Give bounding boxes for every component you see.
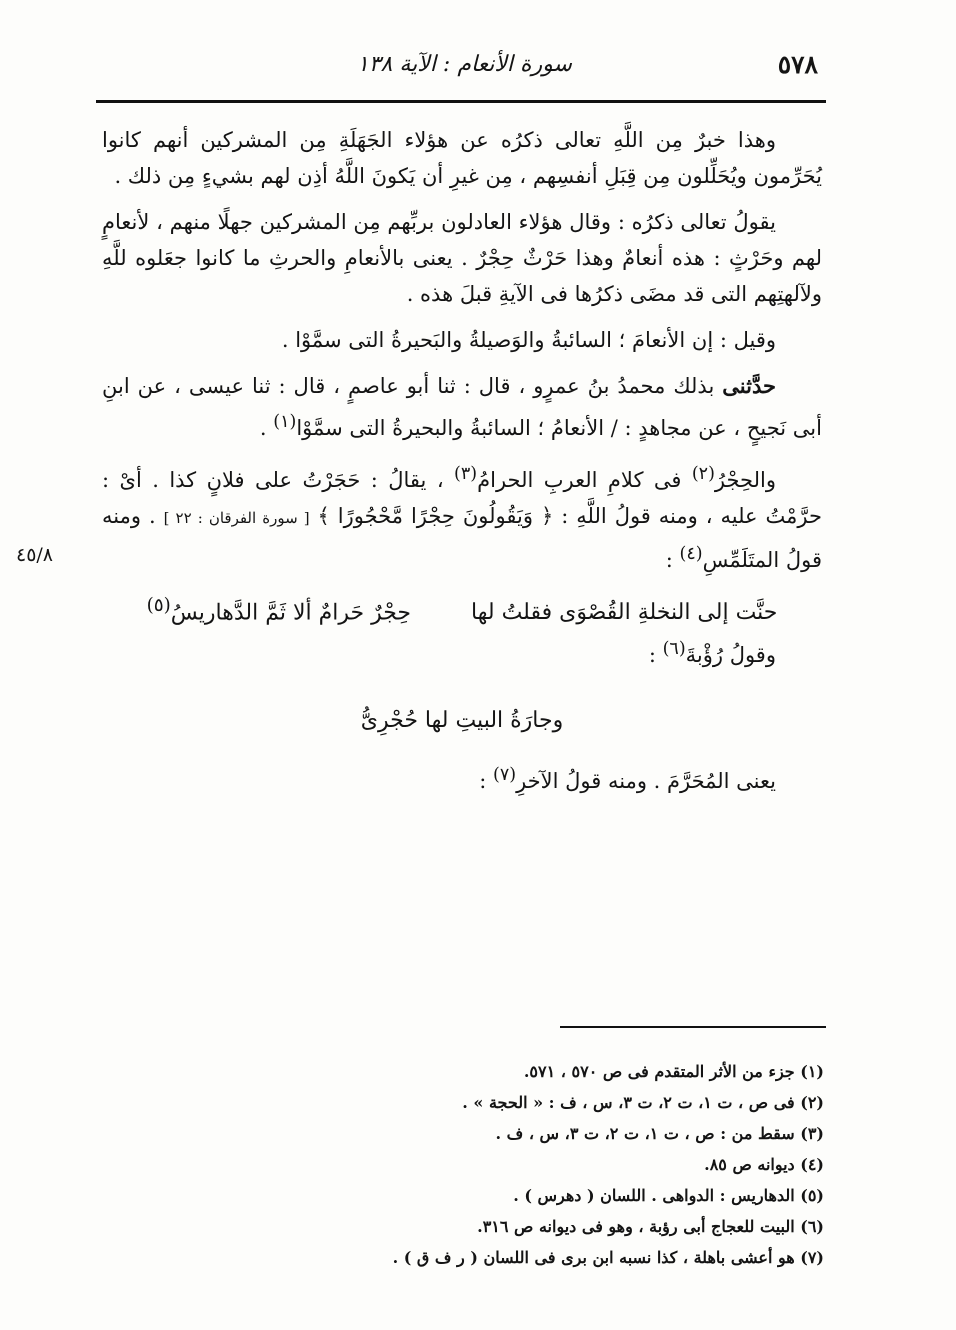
paragraph-5-text-a: فى كلامِ العربِ الحرامُ <box>477 468 692 492</box>
verse-2: وجارَةُ البيتِ لها حُجْرِىُّ <box>360 708 564 734</box>
paragraph-5-text-b: ، يقالُ : حَجَرْتُ على فلانٍ كذا . أىْ : حرَّمْتُ عليه ، ومنه قولُ اللَّهِ : ﴿ وَيَقُولُونَ حِجْرًا مَّحْجُورًا ﴾ <box>102 468 822 528</box>
paragraph-4-end: . <box>259 416 274 440</box>
footnote-6: (٦) البيت للعجاج أبى رؤبة ، وهو فى ديوانه ص ٣١٦. <box>477 1217 824 1236</box>
paragraph-4-text: بذلك محمدُ بنُ عمرٍو ، قال : ثنا أبو عاصمٍ ، قال : ثنا عيسى ، عن ابنِ أبى نَجيحٍ ، عن مجاهدٍ : / الأنعامُ ؛ السائبةُ والبحيرةُ التى سمَّوْا <box>102 374 822 440</box>
margin-note: ٤٥/٨ <box>16 544 54 566</box>
footnote-5: (٥) الدهاريس : الدواهى . اللسان ( دهرس ) . <box>513 1186 824 1205</box>
paragraph-2: يقولُ تعالى ذكرُه : وقال هؤلاء العادلون بربِّهم مِن المشركين جهلًا منهم ، لأنعامٍ لهم وحَرْثٍ : هذه أنعامٌ وهذا حَرْثٌ حِجْرٌ . يعنى بالأنعامِ والحرثِ ما كانوا جعَلوه للَّهِ ولآلهتِهم التى قد مضَى ذكرُها فى الآيةِ قبلَ هذه . <box>102 210 822 306</box>
paragraph-5 <box>102 456 822 578</box>
paragraph-7-text: يعنى المُحَرَّمَ . ومنه قولُ الآخرِ <box>516 769 776 794</box>
isnad-lead: حدَّثنى <box>722 373 776 398</box>
term-hijr: والحِجْرُ <box>714 468 776 492</box>
quran-reference: [ سورة الفرقان : ٢٢ ] <box>163 509 310 527</box>
footnote-mark-6: (٦) <box>662 639 686 660</box>
footnote-2: (٢) فى ص ، ت ١، ت ٢، ت ٣، س ، ف : « الحجة » . <box>462 1093 824 1112</box>
paragraph-3: وقيل : إن الأنعامَ ؛ السائبةُ والوَصيلةُ والبَحيرةُ التى سمَّوْا . <box>281 328 776 352</box>
footnote-1: (١) جزء من الأثر المتقدم فى ص ٥٧٠ ، ٥٧١. <box>523 1062 824 1081</box>
footnote-mark-3: (٣) <box>454 464 478 484</box>
header-rule <box>96 100 826 103</box>
footnote-mark-1: (١) <box>273 412 297 432</box>
page-header <box>96 46 826 86</box>
paragraph-7-end: : <box>479 769 494 794</box>
footnote-7: (٧) هو أعشى باهلة ، كذا نسبه ابن برى فى اللسان ( ر ف ق ) . <box>392 1248 824 1267</box>
footnote-4: (٤) ديوانه ص ٨٥. <box>704 1155 824 1174</box>
paragraph-7 <box>102 757 822 799</box>
paragraph-6-end: : <box>648 643 663 668</box>
paragraph-5-text-c: . ومنه قولُ المتَلَمِّسِ <box>102 504 822 572</box>
footnote-mark-4: (٤) <box>679 544 703 564</box>
footnotes <box>300 1056 824 1273</box>
main-text <box>102 122 822 799</box>
paragraph-4 <box>102 368 822 446</box>
paragraph-6 <box>102 631 822 673</box>
footnote-mark-2: (٢) <box>691 464 715 484</box>
paragraph-1: وهذا خبرٌ مِن اللَّهِ تعالى ذكرُه عن هؤلاء الجَهَلَةِ مِن المشركين أنهم كانوا يُحَرِّمون ويُحَلِّلون مِن قِبَلِ أنفسِهم ، مِن غيرِ أن يَكونَ اللَّهُ أذِن لهم بشيءٍ مِن ذلك . <box>102 128 822 188</box>
footnote-rule <box>560 1026 826 1028</box>
verse-1 <box>102 588 822 631</box>
verse-1-first-hemistich: حنَّت إلى النخلةِ القُصْوَى فقلتُ لها <box>471 600 778 626</box>
paragraph-6-text: وقولُ رُؤْبةَ <box>685 643 776 668</box>
paragraph-5-end: : <box>665 548 680 572</box>
verse-1-second-hemistich: حِجْرٌ حَرامٌ ألا ثَمَّ الدَّهاريسُ <box>170 600 412 626</box>
page-number: ٥٧٨ <box>777 50 818 79</box>
footnote-mark-5: (٥) <box>146 595 171 616</box>
running-title: سورة الأنعام : الآية ١٣٨ <box>356 52 572 77</box>
footnote-3: (٣) سقط من : ص ، ت ١، ت ٢، ت ٣، س ، ف . <box>495 1124 824 1143</box>
footnote-mark-7: (٧) <box>493 765 517 786</box>
